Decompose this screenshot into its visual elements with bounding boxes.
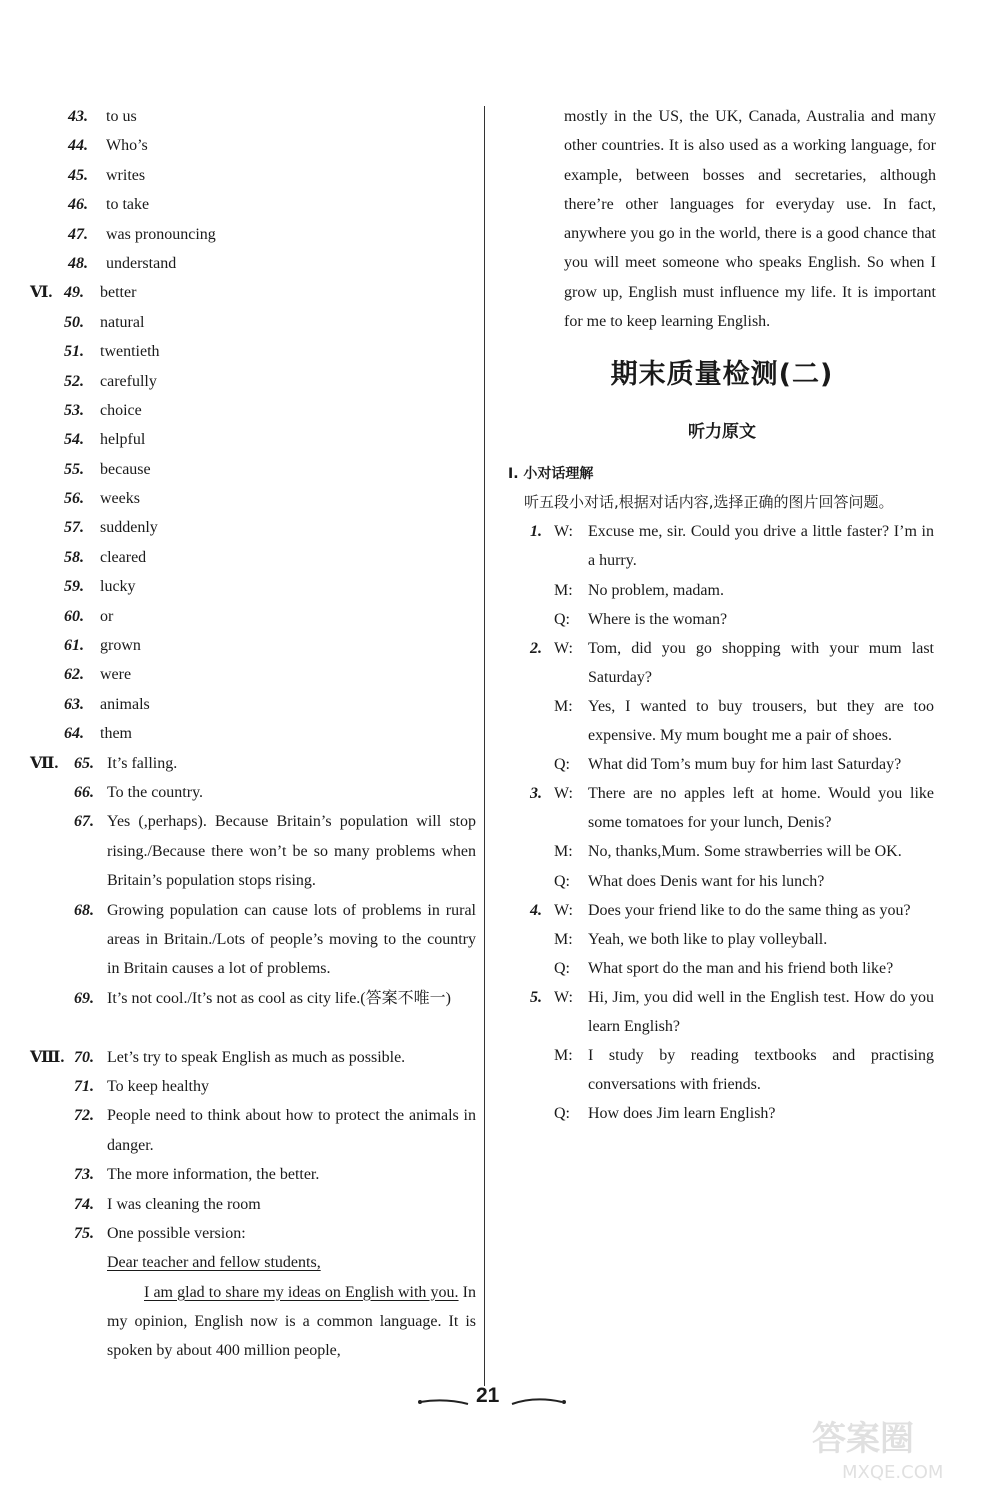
answer-row [30,455,480,484]
answer-text: To the country. [107,783,204,801]
question-number: 70. [74,1048,94,1066]
question-number: 68. [74,901,94,919]
dialogue-number: 1. [530,523,542,541]
answer-row [30,984,480,1043]
question-number: 72. [74,1107,94,1125]
dialogue-number: 2. [530,639,542,657]
answer-text: To keep healthy [107,1077,209,1095]
answer-row [30,367,480,396]
question-number: 59. [64,578,84,596]
dialogue-line [508,750,936,779]
answer-text: because [100,460,151,478]
answer-row [30,719,480,748]
answer-text: I was cleaning the room [107,1195,261,1213]
essay-continued: mostly in the US, the UK, Canada, Australia and many other countries. It is also used as a working language, for example, between bosses and secretaries, although there’re other languages for everyday use. In fact, anywhere you go in the world, there is a good chance that you will meet someone who speaks English. So when I grow up, English must influence my life. It is important for me to keep learning English. [564,108,936,331]
answer-text: carefully [100,372,157,390]
answer-row [30,1160,480,1189]
answer-text: twentieth [100,343,160,361]
dialogue-item [508,896,936,983]
essay-underlined-sentence: I am glad to share my ideas on English with you. [144,1283,459,1301]
speaker-label: W: [554,639,573,657]
question-number: 67. [74,813,94,831]
section-number: Ⅵ. [30,284,53,302]
speaker-label: Q: [554,610,570,628]
section-number: Ⅶ. [30,754,59,772]
question-number: 43. [68,108,88,125]
answer-row [30,1043,480,1072]
answer-text: weeks [100,490,140,508]
dialogue-line [508,925,936,954]
dialogue-line [508,605,936,634]
answer-row [30,425,480,454]
answer-row [30,102,480,131]
answer-row [30,1219,480,1248]
answer-text: Let’s try to speak English as much as possible. [107,1048,406,1066]
speaker-label: Q: [554,959,570,977]
question-number: 61. [64,637,84,655]
answer-row [30,484,480,513]
dialogue-text: Yes, I wanted to buy trousers, but they are too expensive. My mum bought me a pair of shoes. [588,697,934,745]
answer-row [30,513,480,542]
watermark-logo [802,1410,982,1485]
answer-text: cleared [100,548,147,566]
dialogue-text: Does your friend like to do the same thing as you? [588,901,911,919]
svg-text:答案圈: 答案圈 [812,1419,914,1459]
answer-row [30,690,480,719]
dialogue-text: What does Denis want for his lunch? [588,872,825,890]
answer-row [30,1190,480,1219]
dialogue-number: 3. [530,785,542,803]
listening-script-heading: 听力原文 [688,422,756,443]
page-number: 21 [476,1384,500,1407]
answer-row [30,278,480,307]
question-number: 47. [68,225,88,243]
answer-text: Growing population can cause lots of problems in rural areas in Britain./Lots of people’s moving to the country in Britain causes a lot of problems. [107,901,476,978]
question-number: 71. [74,1077,94,1095]
question-number: 58. [64,548,84,566]
question-number: 44. [68,137,88,155]
answer-row [30,1072,480,1101]
answer-text: It’s falling. [107,754,178,772]
dialogue-line [508,954,936,983]
right-column [508,102,936,1128]
question-number: 66. [74,783,94,801]
answer-text: were [100,666,132,684]
essay-start [107,1248,476,1365]
essay-text: In my opinion, English now is a common language. It is spoken by about 400 million people, [107,1283,477,1360]
question-number: 51. [64,343,84,361]
answer-text: helpful [100,431,146,449]
answer-text: Who’s [106,137,148,155]
dialogue-text: Hi, Jim, you did well in the English test. How do you learn English? [588,988,934,1035]
left-column [30,102,480,1365]
dialogue-text: Excuse me, sir. Could you drive a little faster? I’m in a hurry. [588,523,934,570]
answer-text: or [100,607,114,625]
question-number: 65. [74,754,94,772]
answer-row [30,1101,480,1160]
dialogue-text: What did Tom’s mum buy for him last Saturday? [588,756,902,774]
speaker-label: Q: [554,1105,570,1123]
essay-salutation: Dear teacher and fellow students, [107,1254,321,1272]
answer-text: People need to think about how to protect the animals in danger. [107,1107,476,1154]
answer-text: suddenly [100,519,158,537]
column-divider [484,106,485,1386]
dialogue-number: 4. [530,901,542,919]
question-number: 64. [64,725,84,743]
answer-row [30,778,480,807]
speaker-label: M: [554,843,573,861]
dialogue-line [508,837,936,866]
question-number: 52. [64,372,84,390]
answer-text: Yes (,perhaps). Because Britain’s population will stop rising./Because there won’t be so many problems when Britain’s population stops rising. [107,813,476,890]
answer-text: better [100,284,137,302]
dialogue-line [508,1099,936,1128]
answer-row [30,749,480,778]
speaker-label: M: [554,697,573,715]
question-number: 63. [64,695,84,713]
question-number: 46. [68,196,88,214]
answer-text: to us [106,108,137,125]
answer-row [30,602,480,631]
answer-row [30,896,480,984]
answer-row [30,631,480,660]
dialogue-line [508,983,936,1041]
dialogue-text: How does Jim learn English? [588,1105,776,1123]
question-number: 55. [64,460,84,478]
dialogue-line [508,634,936,692]
answer-row [30,396,480,425]
speaker-label: W: [554,988,573,1006]
dialogue-text: I study by reading textbooks and practising conversations with friends. [588,1047,934,1094]
speaker-label: Q: [554,756,570,774]
speaker-label: W: [554,785,573,803]
question-number: 56. [64,490,84,508]
dialogue-line [508,779,936,837]
answer-row [30,190,480,219]
answer-text: animals [100,695,150,713]
dialogue-text: What sport do the man and his friend both like? [588,959,894,977]
question-number: 73. [74,1166,94,1184]
speaker-label: W: [554,523,573,541]
question-number: 45. [68,166,88,184]
answer-text: lucky [100,578,136,596]
answer-text: understand [106,254,177,272]
speaker-label: W: [554,901,573,919]
dialogue-item [508,634,936,779]
question-number: 48. [68,254,88,272]
dialogue-line [508,692,936,750]
dialogue-line [508,896,936,925]
speaker-label: M: [554,581,573,599]
question-number: 74. [74,1195,94,1213]
answer-text: grown [100,637,141,655]
question-number: 62. [64,666,84,684]
section-number: Ⅷ. [30,1048,65,1066]
answer-text: writes [106,166,146,184]
dialogue-item [508,779,936,895]
question-number: 50. [64,313,84,331]
question-number: 57. [64,519,84,537]
answer-text: to take [106,196,150,214]
dialogue-line [508,867,936,896]
speaker-label: M: [554,1047,573,1065]
section-instruction: 听五段小对话,根据对话内容,选择正确的图片回答问题。 [524,493,894,512]
dialogue-text: Yeah, we both like to play volleyball. [588,930,828,948]
answer-text: was pronouncing [106,225,216,243]
question-number: 49. [64,284,84,302]
dialogue-item [508,517,936,633]
answer-row [30,572,480,601]
question-number: 54. [64,431,84,449]
answer-row [30,308,480,337]
section-heading: Ⅰ. 小对话理解 [508,466,594,483]
question-number: 60. [64,607,84,625]
dialogue-number: 5. [530,988,542,1006]
essay-paragraph [107,1278,476,1366]
answer-text: them [100,725,132,743]
question-number: 69. [74,989,94,1007]
dialogue-text: Tom, did you go shopping with your mum last Saturday? [588,639,934,686]
dialogue-text: No, thanks,Mum. Some strawberries will be OK. [588,843,902,861]
dialogue-line [508,517,936,575]
dialogue-text: Where is the woman? [588,610,728,628]
dialogue-item [508,983,936,1128]
question-number: 53. [64,401,84,419]
answer-row [30,337,480,366]
exam-title: 期末质量检测(二) [610,359,834,391]
answer-text: It’s not cool./It’s not as cool as city life.(答案不唯一) [107,989,451,1007]
answer-row [30,660,480,689]
answer-text: choice [100,401,142,419]
svg-text:MXQE.COM: MXQE.COM [842,1462,944,1483]
answer-row [30,807,480,895]
answer-text: natural [100,313,145,331]
speaker-label: M: [554,930,573,948]
question-number: 75. [74,1224,94,1242]
answer-text: One possible version: [107,1224,246,1242]
answer-row [30,161,480,190]
dialogue-line [508,576,936,605]
dialogue-text: There are no apples left at home. Would you like some tomatoes for your lunch, Denis? [588,785,934,832]
answer-row [30,249,480,278]
answer-row [30,131,480,160]
dialogue-line [508,1041,936,1099]
dialogue-text: No problem, madam. [588,581,724,599]
speaker-label: Q: [554,872,570,890]
answer-row [30,220,480,249]
answer-text: The more information, the better. [107,1166,320,1184]
answer-row [30,543,480,572]
